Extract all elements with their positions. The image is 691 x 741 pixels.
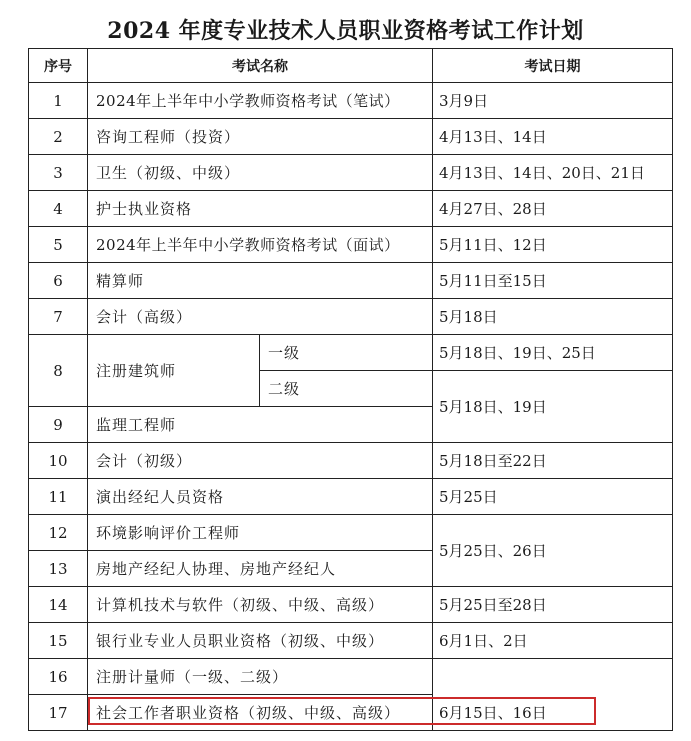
row-exam-name: 咨询工程师（投资） [88,119,433,155]
row-exam-date: 4月13日、14日、20日、21日 [433,155,673,191]
row-exam-name: 注册建筑师 [88,335,260,407]
row-no: 5 [29,227,88,263]
row-no: 15 [29,623,88,659]
table-row [29,119,673,155]
row-exam-name: 计算机技术与软件（初级、中级、高级） [88,587,433,623]
row-no: 2 [29,119,88,155]
table-row [29,227,673,263]
row-exam-name: 社会工作者职业资格（初级、中级、高级） [88,695,433,731]
row-exam-date: 6月1日、2日 [433,623,673,659]
table-row [29,623,673,659]
page-title: 2024 年度专业技术人员职业资格考试工作计划 [107,18,584,44]
table-row [29,83,673,119]
row-no: 6 [29,263,88,299]
row-exam-date: 5月18日、19日 [433,371,673,443]
row-exam-date: 4月27日、28日 [433,191,673,227]
row-no: 4 [29,191,88,227]
row-no: 7 [29,299,88,335]
row-exam-name: 会计（初级） [88,443,433,479]
row-no: 11 [29,479,88,515]
header-no: 序号 [29,49,88,83]
row-exam-date: 5月11日、12日 [433,227,673,263]
row-exam-date: 5月18日、19日、25日 [433,335,673,371]
table-row [29,479,673,515]
table-row [29,515,673,551]
row-exam-date: 5月18日 [433,299,673,335]
row-exam-date: 4月13日、14日 [433,119,673,155]
header-exam-date: 考试日期 [433,49,673,83]
row-no: 14 [29,587,88,623]
table-row [29,299,673,335]
row-exam-date: 5月25日至28日 [433,587,673,623]
table-row [29,155,673,191]
row-exam-date: 5月18日至22日 [433,443,673,479]
row-exam-date: 6月15日、16日 [433,659,673,731]
row-exam-level: 一级 [260,335,433,371]
row-exam-name: 2024年上半年中小学教师资格考试（面试） [88,227,433,263]
row-no: 3 [29,155,88,191]
row-exam-date: 5月25日 [433,479,673,515]
row-exam-name: 银行业专业人员职业资格（初级、中级） [88,623,433,659]
exam-schedule-table [28,48,673,731]
row-exam-name: 卫生（初级、中级） [88,155,433,191]
row-exam-name: 房地产经纪人协理、房地产经纪人 [88,551,433,587]
row-no: 9 [29,407,88,443]
header-exam-name: 考试名称 [88,49,433,83]
row-no: 16 [29,659,88,695]
row-exam-name: 精算师 [88,263,433,299]
row-exam-name: 2024年上半年中小学教师资格考试（笔试） [88,83,433,119]
row-exam-date: 5月11日至15日 [433,263,673,299]
row-no: 13 [29,551,88,587]
row-exam-name: 监理工程师 [88,407,433,443]
table-row [29,335,673,371]
row-no: 8 [29,335,88,407]
row-exam-date: 5月25日、26日 [433,515,673,587]
table-row [29,263,673,299]
table-row [29,191,673,227]
table-row [29,659,673,695]
row-exam-name: 会计（高级） [88,299,433,335]
row-no: 1 [29,83,88,119]
row-no: 12 [29,515,88,551]
row-exam-date: 3月9日 [433,83,673,119]
table-header-row [29,49,673,83]
table-row [29,443,673,479]
row-exam-name: 护士执业资格 [88,191,433,227]
row-no: 17 [29,695,88,731]
row-exam-name: 注册计量师（一级、二级） [88,659,433,695]
table-row [29,587,673,623]
row-exam-name: 环境影响评价工程师 [88,515,433,551]
row-exam-level: 二级 [260,371,433,407]
row-no: 10 [29,443,88,479]
row-exam-name: 演出经纪人员资格 [88,479,433,515]
